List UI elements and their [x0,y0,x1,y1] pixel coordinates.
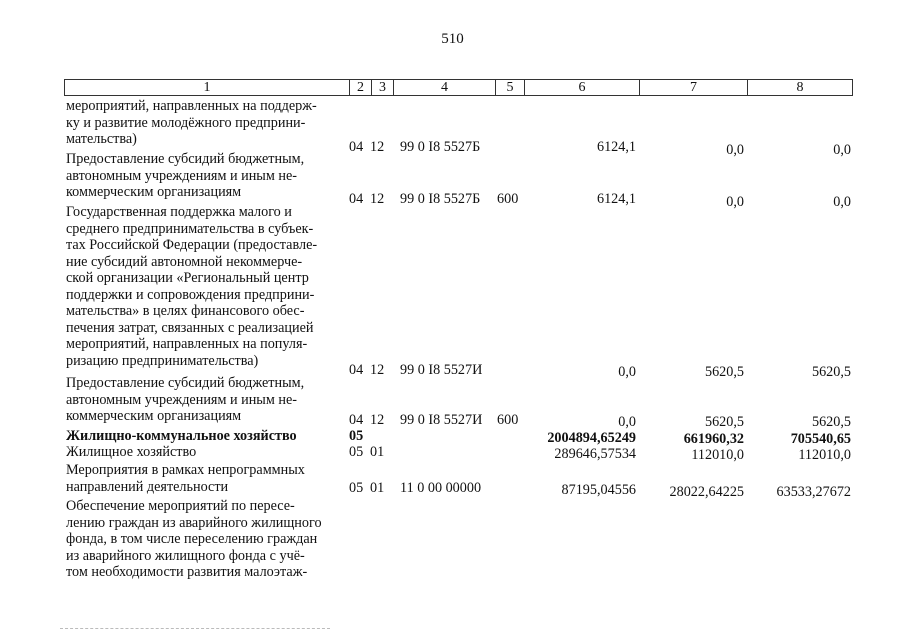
row-value-6: 0,0 [618,364,636,380]
row-target-code: 99 0 I8 5527Б [400,139,481,155]
row-value-6: 0,0 [618,414,636,430]
row-value-8: 63533,27672 [776,484,851,500]
row-subsection: 12 [370,191,385,207]
row-name: Жилищно-коммунальное хозяйство [66,428,297,444]
row-target-code: 11 0 00 00000 [400,480,482,496]
row-target-code: 99 0 I8 5527И [400,412,483,428]
header-col-6: 6 [525,80,640,95]
row-name: мероприятий, направленных на поддерж- ку и развитие молодёжного предприни- мательства) [66,98,317,147]
row-value-6: 2004894,65249 [547,430,636,446]
row-section: 04 [349,139,364,155]
row-section: 05 [349,444,364,460]
row-value-8: 5620,5 [811,414,851,430]
row-name: Предоставление субсидий бюджетным, автономным учреждениям и иным не- коммерческим организациям [66,151,305,200]
table-header [64,79,853,96]
row-value-6: 289646,57534 [554,446,636,462]
row-value-7: 0,0 [726,194,744,210]
row-value-6: 6124,1 [596,191,636,207]
row-value-6: 87195,04556 [561,482,636,498]
header-col-5: 5 [496,80,525,95]
row-section: 05 [349,428,364,444]
row-section: 04 [349,362,364,378]
page-number: 510 [441,31,464,47]
header-col-8: 8 [796,80,804,95]
row-value-7: 28022,64225 [669,484,744,500]
header-col-1: 1 [65,80,350,95]
row-value-8: 5620,5 [811,364,851,380]
row-name: Государственная поддержка малого и среднего предпринимательства в субъек- тах Российской Федерации (предоставле- ние субсидий автономной некоммерче- ской организации «Региональный центр поддержки и сопровождения предприни- мательства» в целях финансового обес- печения затрат, связанных с реализацией мероприятий, направленных на популя- ризацию предпринимательства) [66,204,318,369]
row-value-8: 0,0 [833,194,851,210]
scan-artifact-line [60,628,330,630]
row-section: 05 [349,480,364,496]
row-subsection: 12 [370,139,385,155]
row-section: 04 [349,412,364,428]
header-col-3: 3 [372,80,394,95]
header-col-4: 4 [394,80,496,95]
row-value-7: 112010,0 [691,447,744,463]
row-value-7: 661960,32 [683,431,744,447]
header-col-7: 7 [640,80,748,95]
row-subsection: 12 [370,412,385,428]
row-value-8: 112010,0 [798,447,851,463]
row-expense-type: 600 [497,191,519,207]
row-name: Обеспечение мероприятий по пересе- лению граждан из аварийного жилищного фонда, в том числе переселению граждан из аварийного жилищного фонда с учё- том необходимости развития малоэтаж- [66,498,322,580]
row-value-8: 0,0 [833,142,851,158]
header-col-2: 2 [350,80,372,95]
row-target-code: 99 0 I8 5527Б [400,191,481,207]
row-value-7: 5620,5 [704,364,744,380]
row-value-6: 6124,1 [596,139,636,155]
row-value-7: 0,0 [726,142,744,158]
row-name: Предоставление субсидий бюджетным, автономным учреждениям и иным не- коммерческим организациям [66,375,305,424]
row-name: Жилищное хозяйство [66,444,197,460]
row-name: Мероприятия в рамках непрограммных направлений деятельности [66,462,305,495]
row-value-8: 705540,65 [790,431,851,447]
row-subsection: 01 [370,444,385,460]
row-value-7: 5620,5 [704,414,744,430]
row-subsection: 01 [370,480,385,496]
row-section: 04 [349,191,364,207]
row-subsection: 12 [370,362,385,378]
row-expense-type: 600 [497,412,519,428]
row-target-code: 99 0 I8 5527И [400,362,483,378]
